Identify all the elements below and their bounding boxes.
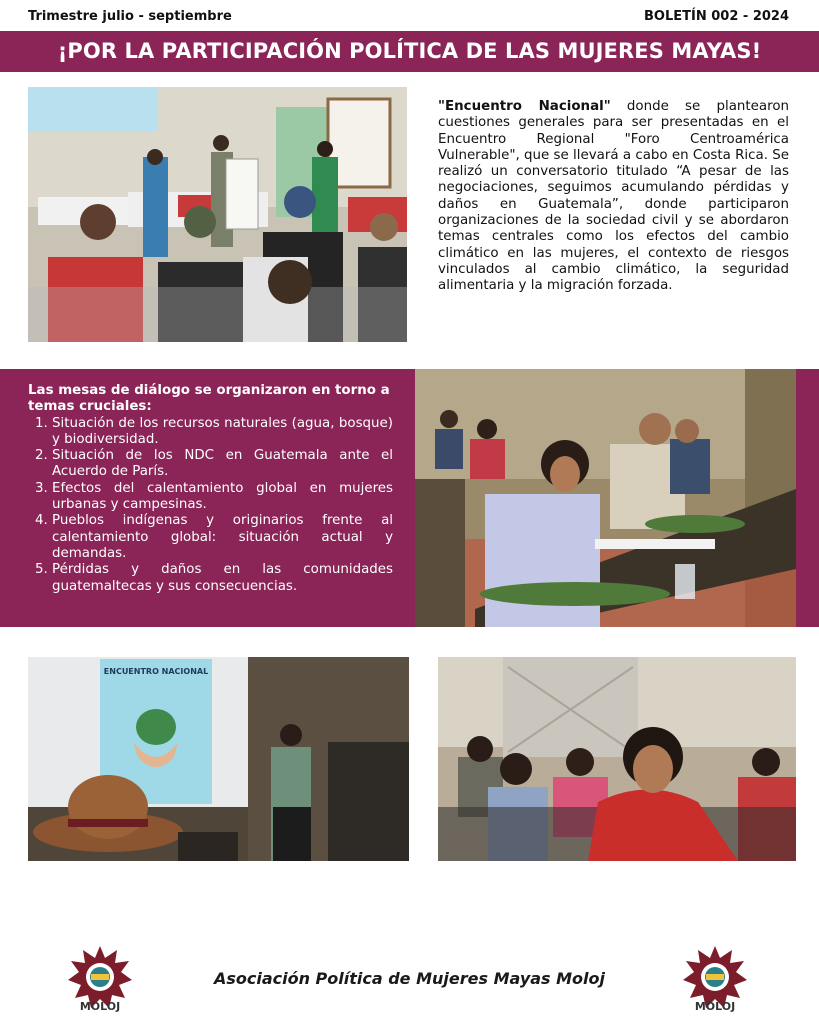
photo-encuentro-meeting <box>28 87 407 342</box>
list-item: 5. Pérdidas y daños en las comunidades guatemaltecas y sus consecuencias. <box>52 562 393 595</box>
photo-dialogue-table <box>415 369 796 627</box>
page-title: ¡POR LA PARTICIPACIÓN POLÍTICA DE LAS MUJERES MAYAS! <box>57 39 762 63</box>
moloj-label-left: MOLOJ <box>79 1000 121 1013</box>
moloj-label-right: MOLOJ <box>694 1000 736 1013</box>
photo-audience <box>438 657 796 861</box>
intro-lead: "Encuentro Nacional" <box>438 99 611 114</box>
mesas-heading: Las mesas de diálogo se organizaron en torno a temas cruciales: <box>28 383 390 415</box>
list-item: 2. Situación de los NDC en Guatemala ante el Acuerdo de París. <box>52 448 393 481</box>
photo-presentation <box>28 657 409 861</box>
trimester-label: Trimestre julio - septiembre <box>28 9 232 24</box>
footer-organization: Asociación Política de Mujeres Mayas Moloj <box>213 969 606 988</box>
mesas-section <box>28 383 393 595</box>
intro-body: donde se plantearon cuestiones generales para ser presentadas en el Encuentro Regional "Foro Centroamérica Vulnerable", que se llevará a cabo en Costa Rica. Se realizó un conversatorio titulado “A pesar de las negociaciones, seguimos acumulando pérdidas y daños en Guatemala”, donde participaron organizaciones de la sociedad civil y se abordaron temas centrales como los efectos del cambio climático en las mujeres, el contexto de riesgos vinculados al cambio climático, la seguridad alimentaria y la migración forzada. <box>438 99 789 294</box>
title-banner <box>0 31 819 72</box>
list-item: 4. Pueblos indígenas y originarios frente al calentamiento global: situación actual y demandas. <box>52 513 393 562</box>
list-item: 1. Situación de los recursos naturales (agua, bosque) y biodiversidad. <box>52 416 393 449</box>
slide-title: ENCUENTRO NACIONAL <box>103 667 209 676</box>
bulletin-number: BOLETÍN 002 - 2024 <box>644 9 789 24</box>
mesas-list <box>28 416 393 595</box>
intro-paragraph <box>438 99 789 295</box>
list-item: 3. Efectos del calentamiento global en mujeres urbanas y campesinas. <box>52 481 393 514</box>
